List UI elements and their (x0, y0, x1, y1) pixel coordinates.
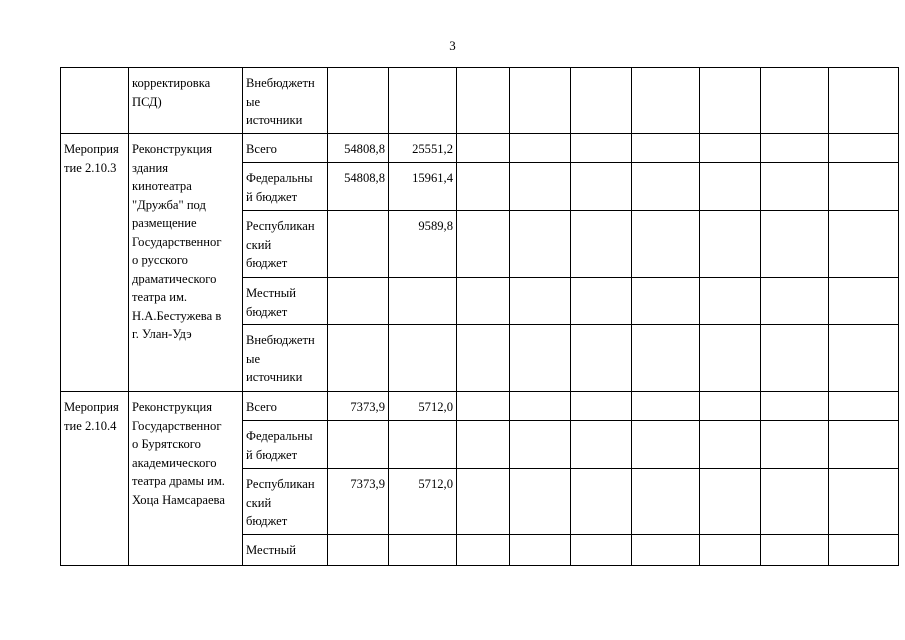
table-row (61, 392, 899, 421)
empty-cell (510, 163, 571, 211)
empty-cell (510, 421, 571, 469)
empty-cell (457, 421, 510, 469)
measure-cell: Мероприя тие 2.10.4 (61, 392, 129, 566)
empty-cell (632, 278, 700, 325)
empty-cell (829, 211, 899, 278)
funding-source-cell: Всего (243, 392, 328, 421)
empty-cell (700, 325, 761, 392)
empty-cell (632, 421, 700, 469)
empty-cell (700, 392, 761, 421)
funding-source-cell: Местный бюджет (243, 278, 328, 325)
measure-cell: Мероприя тие 2.10.3 (61, 134, 129, 392)
empty-cell (829, 134, 899, 163)
value-cell (328, 211, 389, 278)
value-cell (328, 325, 389, 392)
value-cell: 7373,9 (328, 392, 389, 421)
measure-name-cell: корректировка ПСД) (129, 68, 243, 134)
measure-name-cell: Реконструкция Государственног о Бурятского академического театра драмы им. Хоца Намсараева (129, 392, 243, 566)
empty-cell (632, 392, 700, 421)
empty-cell (510, 469, 571, 535)
value-cell (328, 421, 389, 469)
funding-source-cell: Республикан ский бюджет (243, 211, 328, 278)
empty-cell (761, 68, 829, 134)
empty-cell (571, 163, 632, 211)
table-row (61, 134, 899, 163)
value-cell: 5712,0 (389, 392, 457, 421)
empty-cell (571, 421, 632, 469)
empty-cell (510, 392, 571, 421)
value-cell (389, 325, 457, 392)
empty-cell (510, 278, 571, 325)
empty-cell (700, 421, 761, 469)
funding-source-cell: Федеральны й бюджет (243, 163, 328, 211)
empty-cell (632, 68, 700, 134)
value-cell (328, 535, 389, 566)
empty-cell (761, 211, 829, 278)
empty-cell (632, 325, 700, 392)
empty-cell (510, 211, 571, 278)
empty-cell (829, 325, 899, 392)
empty-cell (571, 325, 632, 392)
empty-cell (700, 535, 761, 566)
value-cell: 7373,9 (328, 469, 389, 535)
empty-cell (457, 469, 510, 535)
value-cell: 15961,4 (389, 163, 457, 211)
measure-cell (61, 68, 129, 134)
empty-cell (632, 535, 700, 566)
page-number: 3 (449, 38, 456, 53)
empty-cell (829, 469, 899, 535)
empty-cell (571, 68, 632, 134)
empty-cell (829, 392, 899, 421)
value-cell: 54808,8 (328, 134, 389, 163)
funding-source-cell: Федеральны й бюджет (243, 421, 328, 469)
empty-cell (829, 68, 899, 134)
empty-cell (700, 134, 761, 163)
empty-cell (632, 163, 700, 211)
value-cell: 5712,0 (389, 469, 457, 535)
empty-cell (510, 325, 571, 392)
empty-cell (457, 392, 510, 421)
funding-source-cell: Всего (243, 134, 328, 163)
measure-name-cell: Реконструкция здания кинотеатра "Дружба" под размещение Государственног о русского драматического театра им. Н.А.Бестужева в г. Улан-Удэ (129, 134, 243, 392)
empty-cell (761, 469, 829, 535)
empty-cell (571, 211, 632, 278)
empty-cell (632, 134, 700, 163)
empty-cell (457, 134, 510, 163)
empty-cell (700, 469, 761, 535)
empty-cell (761, 163, 829, 211)
empty-cell (457, 68, 510, 134)
value-cell: 9589,8 (389, 211, 457, 278)
empty-cell (700, 68, 761, 134)
empty-cell (457, 535, 510, 566)
empty-cell (457, 278, 510, 325)
value-cell: 54808,8 (328, 163, 389, 211)
empty-cell (829, 163, 899, 211)
value-cell (328, 278, 389, 325)
empty-cell (510, 134, 571, 163)
empty-cell (510, 535, 571, 566)
empty-cell (571, 278, 632, 325)
empty-cell (571, 392, 632, 421)
value-cell (328, 68, 389, 134)
funding-source-cell: Внебюджетн ые источники (243, 68, 328, 134)
empty-cell (571, 469, 632, 535)
empty-cell (632, 211, 700, 278)
funding-source-cell: Внебюджетн ые источники (243, 325, 328, 392)
empty-cell (700, 211, 761, 278)
empty-cell (457, 163, 510, 211)
empty-cell (761, 392, 829, 421)
value-cell: 25551,2 (389, 134, 457, 163)
empty-cell (761, 535, 829, 566)
funding-source-cell: Местный (243, 535, 328, 566)
empty-cell (700, 163, 761, 211)
value-cell (389, 68, 457, 134)
value-cell (389, 535, 457, 566)
value-cell (389, 278, 457, 325)
empty-cell (829, 278, 899, 325)
empty-cell (761, 325, 829, 392)
empty-cell (829, 535, 899, 566)
empty-cell (761, 421, 829, 469)
value-cell (389, 421, 457, 469)
empty-cell (571, 134, 632, 163)
table-row (61, 68, 899, 134)
empty-cell (510, 68, 571, 134)
empty-cell (457, 211, 510, 278)
budget-table (60, 67, 899, 566)
empty-cell (700, 278, 761, 325)
empty-cell (829, 421, 899, 469)
empty-cell (761, 134, 829, 163)
funding-source-cell: Республикан ский бюджет (243, 469, 328, 535)
empty-cell (571, 535, 632, 566)
empty-cell (632, 469, 700, 535)
empty-cell (761, 278, 829, 325)
empty-cell (457, 325, 510, 392)
